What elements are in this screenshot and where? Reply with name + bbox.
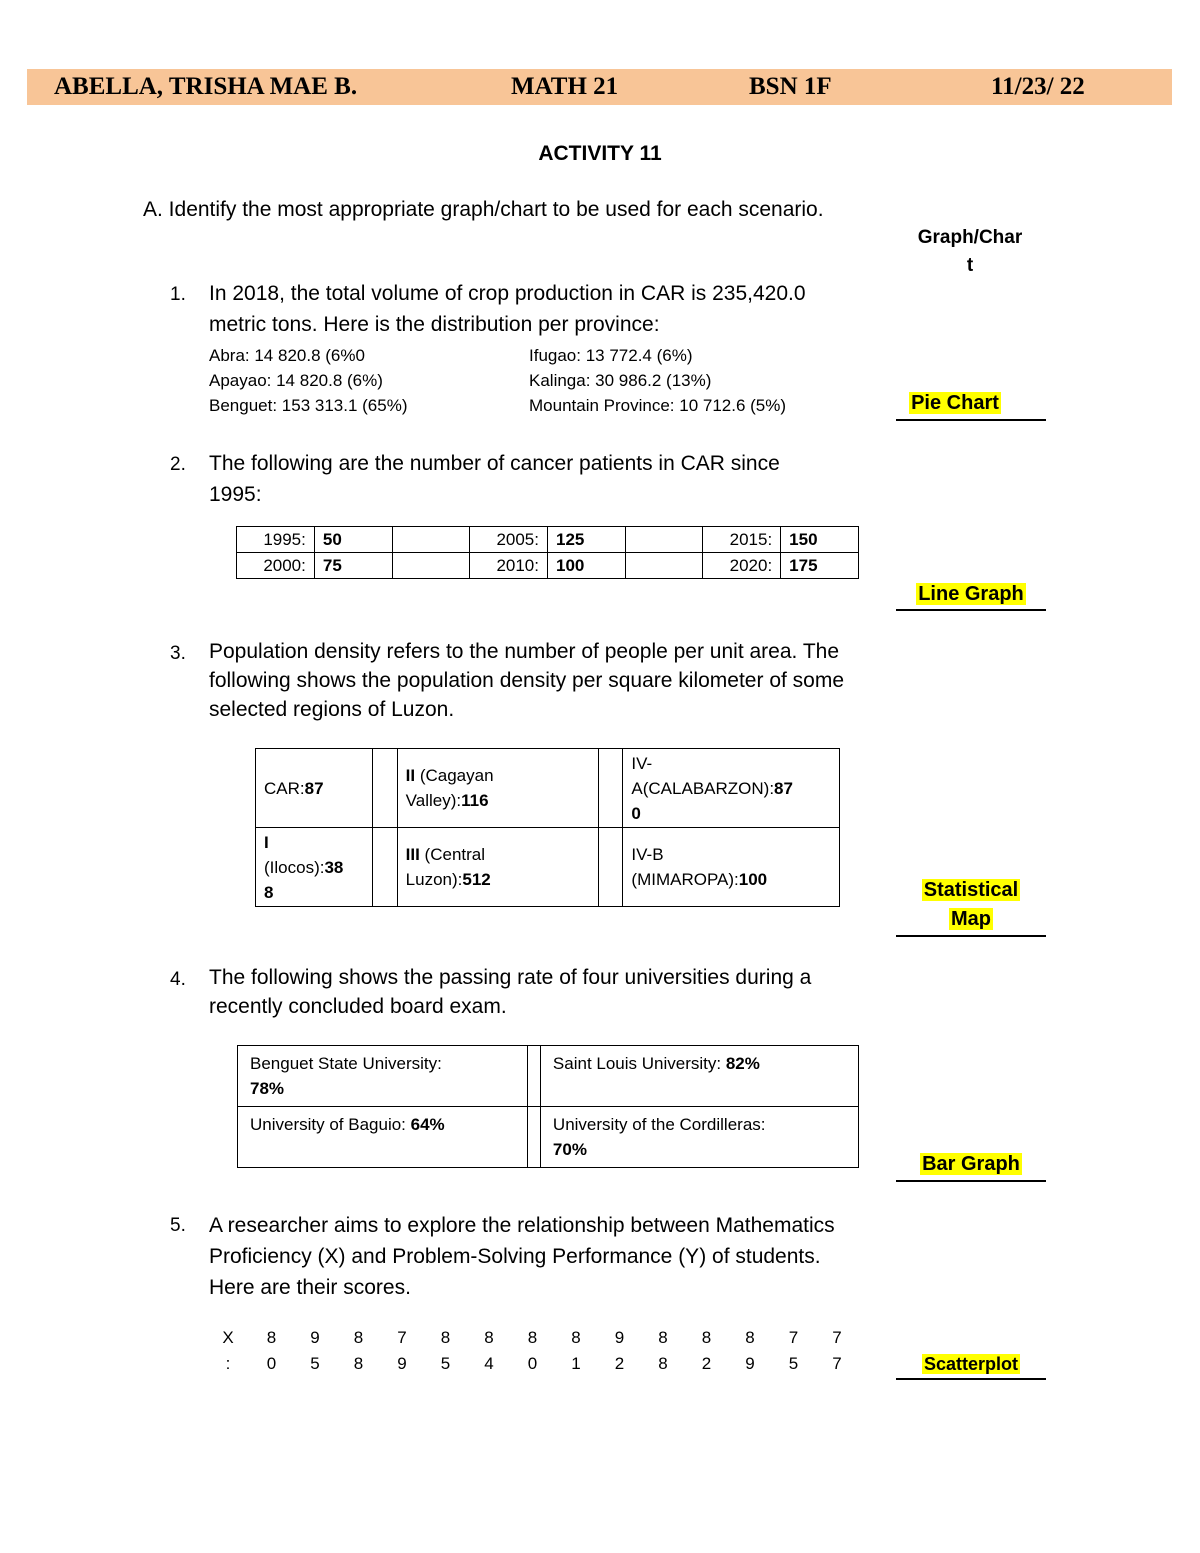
page-title: ACTIVITY 11 bbox=[538, 142, 662, 165]
score-value: 0 bbox=[266, 1354, 277, 1373]
score-value: 5 bbox=[788, 1354, 799, 1373]
score-value: 8 bbox=[701, 1328, 712, 1347]
answer-line bbox=[896, 419, 1046, 421]
score-value: 4 bbox=[484, 1354, 494, 1373]
table-row: 2000: 75 2010: 100 2020: 175 bbox=[237, 553, 859, 579]
score-value: 8 bbox=[658, 1328, 668, 1347]
item-number: 3. bbox=[170, 643, 186, 664]
score-value: 8 bbox=[527, 1328, 538, 1347]
answer-line bbox=[896, 935, 1046, 937]
score-value: 7 bbox=[397, 1328, 407, 1347]
score-value: 8 bbox=[658, 1354, 668, 1373]
score-value: 8 bbox=[440, 1328, 451, 1347]
answer-2: Line Graph bbox=[918, 583, 1024, 605]
answer-3: Statistical Map bbox=[923, 879, 1019, 930]
score-value: 8 bbox=[353, 1354, 364, 1373]
score-value: 2 bbox=[701, 1354, 712, 1373]
score-value: 2 bbox=[614, 1354, 625, 1373]
item-text: The following shows the passing rate of four universities during a recently concluded board exam. bbox=[209, 966, 812, 1018]
table-row: CAR:87 II (Cagayan Valley):116 IV- A(CALABARZON):87 0 bbox=[256, 749, 840, 828]
item-text: Population density refers to the number of people per unit area. The following shows the population density per square kilometer of some selected regions of Luzon. bbox=[209, 640, 845, 721]
course-code: MATH 21 bbox=[511, 73, 619, 100]
score-value: 5 bbox=[310, 1354, 320, 1373]
item-text: In 2018, the total volume of crop production in CAR is 235,420.0 metric tons. Here is the distribution per province: bbox=[209, 282, 806, 336]
header-bar bbox=[27, 69, 1172, 105]
date: 11/23/ 22 bbox=[991, 73, 1085, 100]
cancer-patients-table bbox=[236, 526, 859, 579]
score-value: 9 bbox=[397, 1354, 407, 1373]
score-value: 9 bbox=[614, 1328, 625, 1347]
score-value: X bbox=[222, 1328, 234, 1347]
item-number: 5. bbox=[170, 1215, 186, 1236]
answer-line bbox=[896, 1378, 1046, 1380]
answer-4: Bar Graph bbox=[922, 1153, 1020, 1175]
answer-line bbox=[896, 609, 1046, 611]
score-value: 8 bbox=[484, 1328, 494, 1347]
score-value: 8 bbox=[571, 1328, 581, 1347]
score-value: 5 bbox=[440, 1354, 451, 1373]
score-value: 9 bbox=[745, 1354, 755, 1373]
table-row: 1995: 50 2005: 125 2015: 150 bbox=[237, 527, 859, 553]
passing-rate-table bbox=[237, 1045, 859, 1168]
score-value: 1 bbox=[571, 1354, 581, 1373]
table-row: University of Baguio: 64% University of the Cordilleras: 70% bbox=[238, 1107, 859, 1168]
score-value: : bbox=[225, 1354, 231, 1373]
score-value: 7 bbox=[832, 1354, 842, 1373]
score-value: 0 bbox=[527, 1354, 538, 1373]
section: BSN 1F bbox=[749, 73, 832, 100]
score-value: 7 bbox=[788, 1328, 799, 1347]
answer-line bbox=[896, 1180, 1046, 1182]
instruction: A. Identify the most appropriate graph/chart to be used for each scenario. bbox=[143, 198, 824, 221]
table-row: I (Ilocos):38 8 III (Central Luzon):512 IV-B (MIMAROPA):100 bbox=[256, 828, 840, 907]
score-value: 7 bbox=[832, 1328, 842, 1347]
score-value: 8 bbox=[266, 1328, 277, 1347]
answer-5: Scatterplot bbox=[923, 1354, 1019, 1374]
item-text: A researcher aims to explore the relationship between Mathematics Proficiency (X) and Problem-Solving Performance (Y) of students. Here are their scores. bbox=[209, 1214, 835, 1299]
student-name: ABELLA, TRISHA MAE B. bbox=[54, 73, 358, 100]
item-number: 4. bbox=[170, 969, 186, 990]
population-density-table bbox=[255, 748, 840, 907]
scores-row-2 bbox=[0, 1354, 900, 1376]
province-list-left: Abra: 14 820.8 (6%0 Apayao: 14 820.8 (6%) Benguet: 153 313.1 (65%) bbox=[209, 346, 408, 415]
item-text: The following are the number of cancer patients in CAR since 1995: bbox=[209, 452, 780, 506]
scores-row-1 bbox=[0, 1328, 900, 1350]
score-value: 8 bbox=[745, 1328, 755, 1347]
province-list-right: Ifugao: 13 772.4 (6%) Kalinga: 30 986.2 (13%) Mountain Province: 10 712.6 (5%) bbox=[529, 346, 787, 415]
table-row: Benguet State University: 78% Saint Louis University: 82% bbox=[238, 1046, 859, 1107]
item-number: 2. bbox=[170, 454, 186, 475]
answer-1: Pie Chart bbox=[911, 392, 999, 414]
answer-column-header: Graph/Char t bbox=[917, 227, 1023, 276]
score-value: 9 bbox=[310, 1328, 320, 1347]
score-value: 8 bbox=[353, 1328, 364, 1347]
item-number: 1. bbox=[170, 284, 186, 305]
